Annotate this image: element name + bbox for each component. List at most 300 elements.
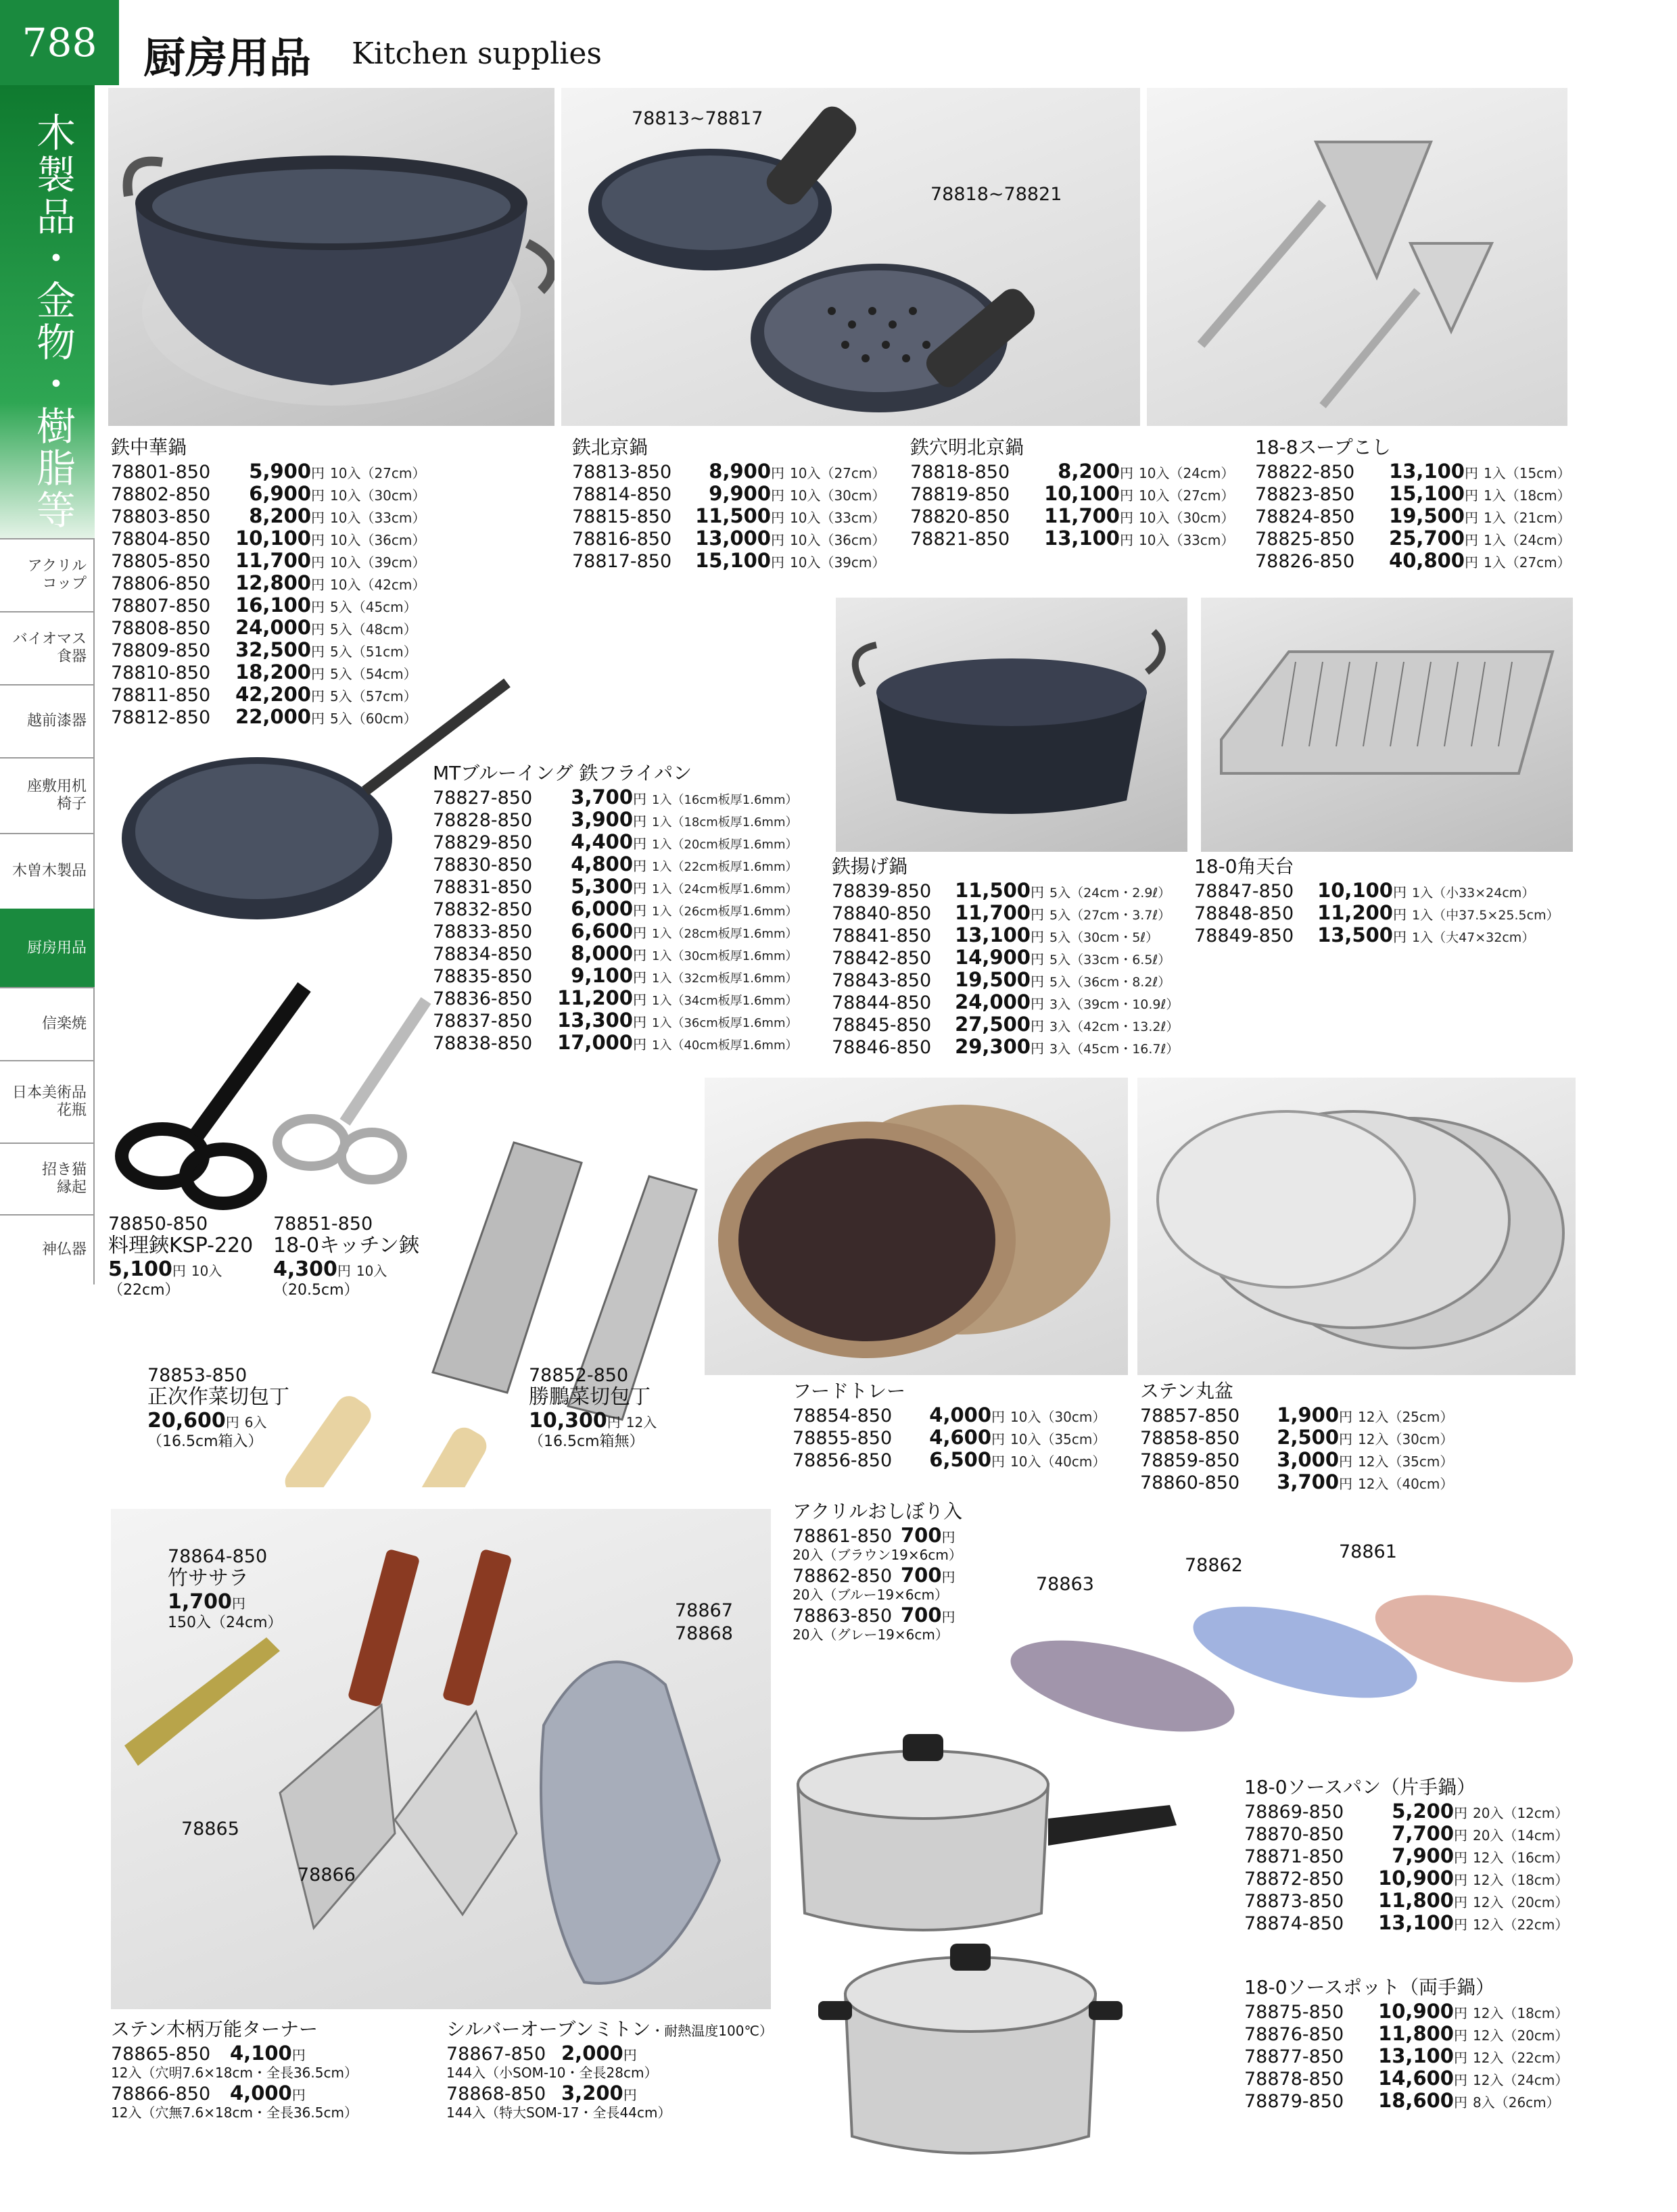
yen-unit: 円 <box>623 2047 637 2063</box>
product-row <box>446 2082 773 2104</box>
product-row <box>910 527 1234 549</box>
product-note: 5入（33cm・6.5ℓ） <box>1049 953 1171 967</box>
product-row <box>433 1009 797 1031</box>
product-note: 10入（39cm） <box>790 554 886 571</box>
product-code: 78812-850 <box>111 707 211 728</box>
yen-unit: 円 <box>771 487 784 504</box>
product-price: 42,200 <box>235 683 311 706</box>
scissors1-block <box>108 1214 284 1300</box>
product-price: 10,100 <box>1317 879 1393 902</box>
product-price: 4,400 <box>571 830 633 853</box>
product-price: 40,800 <box>1389 549 1465 572</box>
foodtray-block <box>793 1376 1106 1470</box>
page-title-en: Kitchen supplies <box>352 37 602 71</box>
product-note: 12入（30cm） <box>1358 1431 1454 1447</box>
cup-78861-label: 78861 <box>1339 1541 1397 1562</box>
product-note: 12入（20cm） <box>1473 1894 1569 1910</box>
cup-78862-label: 78862 <box>1185 1555 1243 1576</box>
product-note: 144入（特大SOM-17・全長44cm） <box>446 2105 671 2121</box>
yen-unit: 円 <box>941 1529 955 1545</box>
product-code: 78833-850 <box>433 921 533 942</box>
product-row <box>111 2042 358 2064</box>
knife1-yen: 円 <box>225 1414 239 1430</box>
yen-unit: 円 <box>1454 2050 1467 2066</box>
knife1-qty: 6入 <box>244 1414 267 1430</box>
product-note: 12入（35cm） <box>1358 1453 1454 1470</box>
product-price: 17,000 <box>557 1031 633 1054</box>
product-code: 78871-850 <box>1244 1846 1344 1867</box>
yen-unit: 円 <box>1031 884 1044 900</box>
side-nav-item-9[interactable]: 神仏器 <box>0 1214 95 1284</box>
product-price: 7,900 <box>1392 1844 1454 1867</box>
beijing-range-label: 78813~78817 <box>632 108 763 129</box>
product-code: 78861-850 <box>793 1526 893 1547</box>
product-note: 1入（28cm板厚1.6mm） <box>652 927 798 941</box>
product-note: 10入（30cm） <box>330 487 426 504</box>
product-row <box>832 923 1179 946</box>
product-code: 78876-850 <box>1244 2024 1344 2045</box>
product-row <box>433 919 797 942</box>
yen-unit: 円 <box>1031 1040 1044 1057</box>
knife1-price: 20,600 <box>147 1409 226 1433</box>
strainer-photo <box>1147 88 1567 426</box>
product-row <box>572 504 885 527</box>
product-row <box>111 705 425 727</box>
product-row <box>1244 1800 1568 1822</box>
scissors2-yen: 円 <box>337 1263 351 1279</box>
product-row <box>1244 1844 1568 1867</box>
product-code: 78837-850 <box>433 1011 533 1032</box>
yen-unit: 円 <box>311 599 325 615</box>
product-note: 3入（45cm・16.7ℓ） <box>1049 1042 1179 1057</box>
product-price: 3,000 <box>1277 1448 1339 1471</box>
product-price: 4,600 <box>929 1426 991 1449</box>
product-note: 20入（ブルー19×6cm） <box>793 1587 949 1603</box>
product-row <box>793 1426 1106 1448</box>
product-code: 78845-850 <box>832 1015 932 1036</box>
product-price: 5,900 <box>249 460 311 483</box>
product-code: 78857-850 <box>1140 1405 1240 1426</box>
product-note: 5入（54cm） <box>330 666 417 682</box>
yen-unit: 円 <box>1454 1827 1467 1844</box>
yen-unit: 円 <box>633 791 646 807</box>
side-nav-item-2[interactable]: 越前漆器 <box>0 684 95 757</box>
knife1-block <box>147 1366 323 1451</box>
product-row <box>1140 1403 1453 1426</box>
product-note: 1入（30cm板厚1.6mm） <box>652 949 798 963</box>
yen-unit: 円 <box>1120 510 1133 526</box>
beijing-block <box>572 433 885 571</box>
product-code: 78823-850 <box>1255 484 1355 505</box>
yen-unit: 円 <box>941 1569 955 1585</box>
product-price: 15,100 <box>1389 482 1465 505</box>
mitten-title-note: ・耐熱温度100℃） <box>651 2023 773 2039</box>
side-nav-item-0[interactable]: アクリル コップ <box>0 538 95 611</box>
yen-unit: 円 <box>633 880 646 896</box>
product-row <box>111 638 425 660</box>
product-note: 5入（36cm・8.2ℓ） <box>1049 975 1171 990</box>
product-row <box>433 942 797 964</box>
product-note: 12入（20cm） <box>1473 2027 1569 2044</box>
product-price: 11,200 <box>557 986 633 1009</box>
product-note: 10入（30cm） <box>1010 1409 1106 1425</box>
product-code: 78874-850 <box>1244 1913 1344 1934</box>
product-row <box>111 616 425 638</box>
product-row <box>1244 2067 1568 2089</box>
product-row <box>793 1403 1106 1426</box>
product-code: 78866-850 <box>111 2084 211 2105</box>
product-row <box>433 964 797 986</box>
round-tray-photo <box>1137 1078 1576 1375</box>
product-price: 6,500 <box>929 1448 991 1471</box>
product-code: 78849-850 <box>1194 925 1294 946</box>
product-price: 32,500 <box>235 638 311 661</box>
product-code: 78872-850 <box>1244 1869 1344 1890</box>
product-row <box>793 1564 962 1586</box>
knife2-name: 勝鵬菜切包丁 <box>529 1385 651 1409</box>
product-price: 8,200 <box>1058 460 1120 483</box>
product-row <box>433 786 797 808</box>
round-block <box>1140 1376 1453 1493</box>
product-code: 78875-850 <box>1244 2002 1344 2023</box>
product-price: 24,000 <box>235 616 311 639</box>
product-code: 78878-850 <box>1244 2069 1344 2090</box>
product-code: 78810-850 <box>111 663 211 683</box>
product-note: 10入（33cm） <box>1139 532 1235 548</box>
product-price: 1,900 <box>1277 1403 1339 1426</box>
product-note: 3入（39cm・10.9ℓ） <box>1049 997 1179 1012</box>
oshibori-title <box>793 1497 962 1524</box>
product-row <box>433 875 797 897</box>
product-note: 1入（24cm板厚1.6mm） <box>652 882 798 896</box>
product-row <box>572 460 885 482</box>
yen-unit: 円 <box>1454 1850 1467 1866</box>
product-price: 18,600 <box>1378 2089 1454 2112</box>
mitt-codes-label: 78867 78868 <box>675 1600 733 1644</box>
product-code: 78870-850 <box>1244 1824 1344 1845</box>
product-code: 78842-850 <box>832 948 932 969</box>
product-code: 78855-850 <box>793 1428 893 1449</box>
product-note: 10入（33cm） <box>330 510 426 526</box>
product-code: 78824-850 <box>1255 506 1355 527</box>
fryer-block <box>832 852 1179 1057</box>
side-nav-item-1[interactable]: バイオマス 食器 <box>0 611 95 684</box>
yen-unit: 円 <box>311 688 325 704</box>
yen-unit: 円 <box>311 532 325 548</box>
product-price: 24,000 <box>955 990 1031 1013</box>
product-row <box>572 482 885 504</box>
yen-unit: 円 <box>311 577 325 593</box>
turner-78866-label: 78866 <box>298 1865 356 1885</box>
product-row <box>1194 879 1559 901</box>
product-code: 78814-850 <box>572 484 672 505</box>
yen-unit: 円 <box>1393 907 1407 923</box>
product-code: 78809-850 <box>111 640 211 661</box>
frypan-title: MTブルーイング 鉄フライパン <box>433 762 692 784</box>
product-code: 78817-850 <box>572 551 672 572</box>
knife2-price: 10,300 <box>529 1409 607 1433</box>
product-price: 13,100 <box>1044 527 1120 550</box>
product-price: 13,100 <box>1389 460 1465 483</box>
product-note: 10入（39cm） <box>330 554 426 571</box>
product-price: 19,500 <box>1389 504 1465 527</box>
product-price: 8,900 <box>709 460 771 483</box>
beijing-title: 鉄北京鍋 <box>572 436 648 458</box>
product-row <box>793 1448 1106 1470</box>
product-note: 12入（18cm） <box>1473 2005 1569 2021</box>
product-row <box>832 946 1179 968</box>
side-nav-item-4[interactable]: 木曽木製品 <box>0 833 95 909</box>
product-code: 78847-850 <box>1194 881 1294 902</box>
product-note: 20入（12cm） <box>1473 1805 1569 1821</box>
product-code: 78848-850 <box>1194 903 1294 924</box>
product-row <box>910 504 1234 527</box>
yen-unit: 円 <box>771 465 784 481</box>
side-category-tab[interactable] <box>0 85 95 538</box>
sasara-note: 150入（24cm） <box>168 1614 283 1631</box>
product-code: 78816-850 <box>572 529 672 550</box>
product-note: 20入（ブラウン19×6cm） <box>793 1547 962 1563</box>
product-note: 1入（40cm板厚1.6mm） <box>652 1038 798 1053</box>
product-row <box>1244 1867 1568 1889</box>
knife1-name: 正次作菜切包丁 <box>147 1385 289 1409</box>
product-price: 3,900 <box>571 808 633 831</box>
product-note: 1入（20cm板厚1.6mm） <box>652 838 798 852</box>
product-code: 78806-850 <box>111 573 211 594</box>
product-row <box>793 1524 962 1546</box>
product-note: 1入（15cm） <box>1484 465 1571 481</box>
product-price: 5,200 <box>1392 1800 1454 1823</box>
yen-unit: 円 <box>311 510 325 526</box>
side-nav-item-8[interactable]: 招き猫 縁起 <box>0 1143 95 1214</box>
yen-unit: 円 <box>1454 1805 1467 1821</box>
product-note: 1入（32cm板厚1.6mm） <box>652 971 798 986</box>
product-code: 78859-850 <box>1140 1450 1240 1471</box>
product-row <box>111 683 425 705</box>
yen-unit: 円 <box>633 1036 646 1053</box>
product-price: 9,100 <box>571 964 633 987</box>
product-note: 3入（42cm・13.2ℓ） <box>1049 1019 1179 1034</box>
yen-unit: 円 <box>1031 1018 1044 1034</box>
product-price: 10,900 <box>1378 2000 1454 2023</box>
yen-unit: 円 <box>1454 2072 1467 2088</box>
scissors1-size: （22cm） <box>108 1282 180 1299</box>
beijing-pan-photo <box>561 88 1140 426</box>
product-price: 13,300 <box>557 1009 633 1032</box>
beijing-holed-range-label: 78818~78821 <box>930 184 1062 205</box>
turner-78865-label: 78865 <box>181 1819 239 1840</box>
scissors2-size: （20.5cm） <box>273 1282 359 1299</box>
product-price: 2,500 <box>1277 1426 1339 1449</box>
yen-unit: 円 <box>771 510 784 526</box>
product-note: 8入（26cm） <box>1473 2094 1560 2111</box>
product-note: 12入（18cm） <box>1473 1872 1569 1888</box>
product-code: 78827-850 <box>433 788 533 809</box>
product-code: 78843-850 <box>832 970 932 991</box>
product-row <box>1140 1470 1453 1493</box>
product-note: 1入（小33×24cm） <box>1412 886 1535 900</box>
product-price: 2,000 <box>561 2042 623 2065</box>
product-row <box>1140 1448 1453 1470</box>
product-note: 1入（大47×32cm） <box>1412 930 1535 945</box>
side-nav-item-6[interactable]: 信楽焼 <box>0 987 95 1060</box>
yen-unit: 円 <box>991 1453 1005 1470</box>
product-price: 11,500 <box>695 504 771 527</box>
product-price: 11,700 <box>235 549 311 572</box>
product-price: 9,900 <box>709 482 771 505</box>
turner-block <box>111 2015 358 2121</box>
fryer-title: 鉄揚げ鍋 <box>832 855 908 877</box>
product-code: 78808-850 <box>111 618 211 639</box>
product-code: 78838-850 <box>433 1033 533 1054</box>
yen-unit: 円 <box>311 554 325 571</box>
yen-unit: 円 <box>1454 1894 1467 1910</box>
product-row <box>1255 527 1571 549</box>
product-price: 6,900 <box>249 482 311 505</box>
saucepot-block <box>1244 1973 1568 2111</box>
product-row <box>111 2082 358 2104</box>
product-row <box>433 830 797 852</box>
product-price: 10,100 <box>1044 482 1120 505</box>
product-code: 78818-850 <box>910 462 1010 483</box>
yen-unit: 円 <box>1339 1476 1352 1492</box>
product-code: 78802-850 <box>111 484 211 505</box>
product-code: 78863-850 <box>793 1606 893 1627</box>
food-tray-photo <box>705 1078 1128 1375</box>
yen-unit: 円 <box>1454 1917 1467 1933</box>
sasara-price: 1,700 <box>168 1590 232 1614</box>
product-price: 18,200 <box>235 660 311 683</box>
side-nav-item-7[interactable]: 日本美術品 花瓶 <box>0 1060 95 1143</box>
product-row <box>1255 482 1571 504</box>
yen-unit: 円 <box>291 2047 306 2063</box>
product-price: 10,100 <box>235 527 311 550</box>
product-price: 13,500 <box>1317 923 1393 946</box>
product-price: 11,700 <box>955 901 1031 924</box>
product-price: 13,100 <box>1378 1911 1454 1934</box>
knife1-size: （16.5cm箱入） <box>147 1433 263 1450</box>
product-row <box>832 990 1179 1013</box>
product-code: 78862-850 <box>793 1566 893 1587</box>
wok-block <box>111 433 425 727</box>
yen-unit: 円 <box>311 465 325 481</box>
product-code: 78813-850 <box>572 462 672 483</box>
product-price: 16,100 <box>235 594 311 617</box>
product-row <box>1140 1426 1453 1448</box>
product-row <box>111 527 425 549</box>
product-price: 6,000 <box>571 897 633 920</box>
oshibori-title-text: アクリルおしぼり入 <box>793 1500 963 1522</box>
page-title: 厨房用品 <box>143 33 312 82</box>
yen-unit: 円 <box>1339 1431 1352 1447</box>
yen-unit: 円 <box>771 554 784 571</box>
yen-unit: 円 <box>633 813 646 830</box>
beijing_holed-block <box>910 433 1234 549</box>
yen-unit: 円 <box>623 2087 637 2103</box>
sasara-code: 78864-850 <box>168 1546 268 1567</box>
scissors2-price: 4,300 <box>273 1257 337 1281</box>
product-code: 78821-850 <box>910 529 1010 550</box>
product-row <box>832 968 1179 990</box>
turner-title-text: ステン木柄万能ターナー <box>111 2018 318 2040</box>
side-nav-item-3[interactable]: 座敷用机 椅子 <box>0 757 95 833</box>
product-price: 25,700 <box>1389 527 1465 550</box>
yen-unit: 円 <box>1031 996 1044 1012</box>
yen-unit: 円 <box>1454 2094 1467 2111</box>
product-row <box>1255 460 1571 482</box>
side-nav-item-5[interactable]: 厨房用品 <box>0 909 95 987</box>
yen-unit: 円 <box>991 1431 1005 1447</box>
turner-title <box>111 2015 358 2042</box>
product-price: 29,300 <box>955 1035 1031 1058</box>
yen-unit: 円 <box>1393 884 1407 900</box>
knife2-yen: 円 <box>607 1414 621 1430</box>
product-row <box>1244 1911 1568 1933</box>
product-code: 78828-850 <box>433 810 533 831</box>
product-note: 1入（34cm板厚1.6mm） <box>652 994 798 1008</box>
product-note: 12入（25cm） <box>1358 1409 1454 1425</box>
yen-unit: 円 <box>1031 951 1044 967</box>
product-price: 22,000 <box>235 705 311 728</box>
product-code: 78815-850 <box>572 506 672 527</box>
yen-unit: 円 <box>633 858 646 874</box>
product-price: 4,800 <box>571 852 633 875</box>
product-note: 10入（42cm） <box>330 577 426 593</box>
product-code: 78835-850 <box>433 966 533 987</box>
round-title: ステン丸盆 <box>1140 1380 1234 1402</box>
side-category-label: 木製品・金物・樹脂等 <box>30 112 76 531</box>
scissors2-code: 78851-850 <box>273 1213 373 1234</box>
product-note: 10入（33cm） <box>790 510 886 526</box>
product-price: 13,000 <box>695 527 771 550</box>
product-note: 5入（48cm） <box>330 621 417 638</box>
product-price: 8,200 <box>249 504 311 527</box>
tray-block <box>1194 852 1559 946</box>
beijing_holed-title: 鉄穴明北京鍋 <box>910 436 1024 458</box>
product-note: 10入（30cm） <box>790 487 886 504</box>
product-code: 78811-850 <box>111 685 211 706</box>
yen-unit: 円 <box>633 969 646 986</box>
yen-unit: 円 <box>311 711 325 727</box>
product-note: 1入（18cm） <box>1484 487 1571 504</box>
yen-unit: 円 <box>1465 465 1478 481</box>
scissors2-qty: 10入 <box>356 1263 387 1279</box>
strainer-block <box>1255 433 1571 571</box>
product-row <box>572 527 885 549</box>
product-price: 11,700 <box>1044 504 1120 527</box>
wok-title: 鉄中華鍋 <box>111 436 187 458</box>
product-note: 12入（22cm） <box>1473 1917 1569 1933</box>
product-note: 1入（36cm板厚1.6mm） <box>652 1016 798 1030</box>
yen-unit: 円 <box>1339 1409 1352 1425</box>
product-code: 78846-850 <box>832 1037 932 1058</box>
yen-unit: 円 <box>311 487 325 504</box>
product-note: 10入（27cm） <box>330 465 426 481</box>
product-row <box>1194 901 1559 923</box>
product-code: 78803-850 <box>111 506 211 527</box>
product-code: 78860-850 <box>1140 1472 1240 1493</box>
product-row <box>111 482 425 504</box>
product-price: 11,800 <box>1378 2022 1454 2045</box>
yen-unit: 円 <box>991 1409 1005 1425</box>
product-row <box>433 852 797 875</box>
product-code: 78854-850 <box>793 1405 893 1426</box>
product-row <box>910 482 1234 504</box>
product-price: 11,200 <box>1317 901 1393 924</box>
product-code: 78868-850 <box>446 2084 546 2105</box>
product-row <box>433 986 797 1009</box>
product-row <box>572 549 885 571</box>
